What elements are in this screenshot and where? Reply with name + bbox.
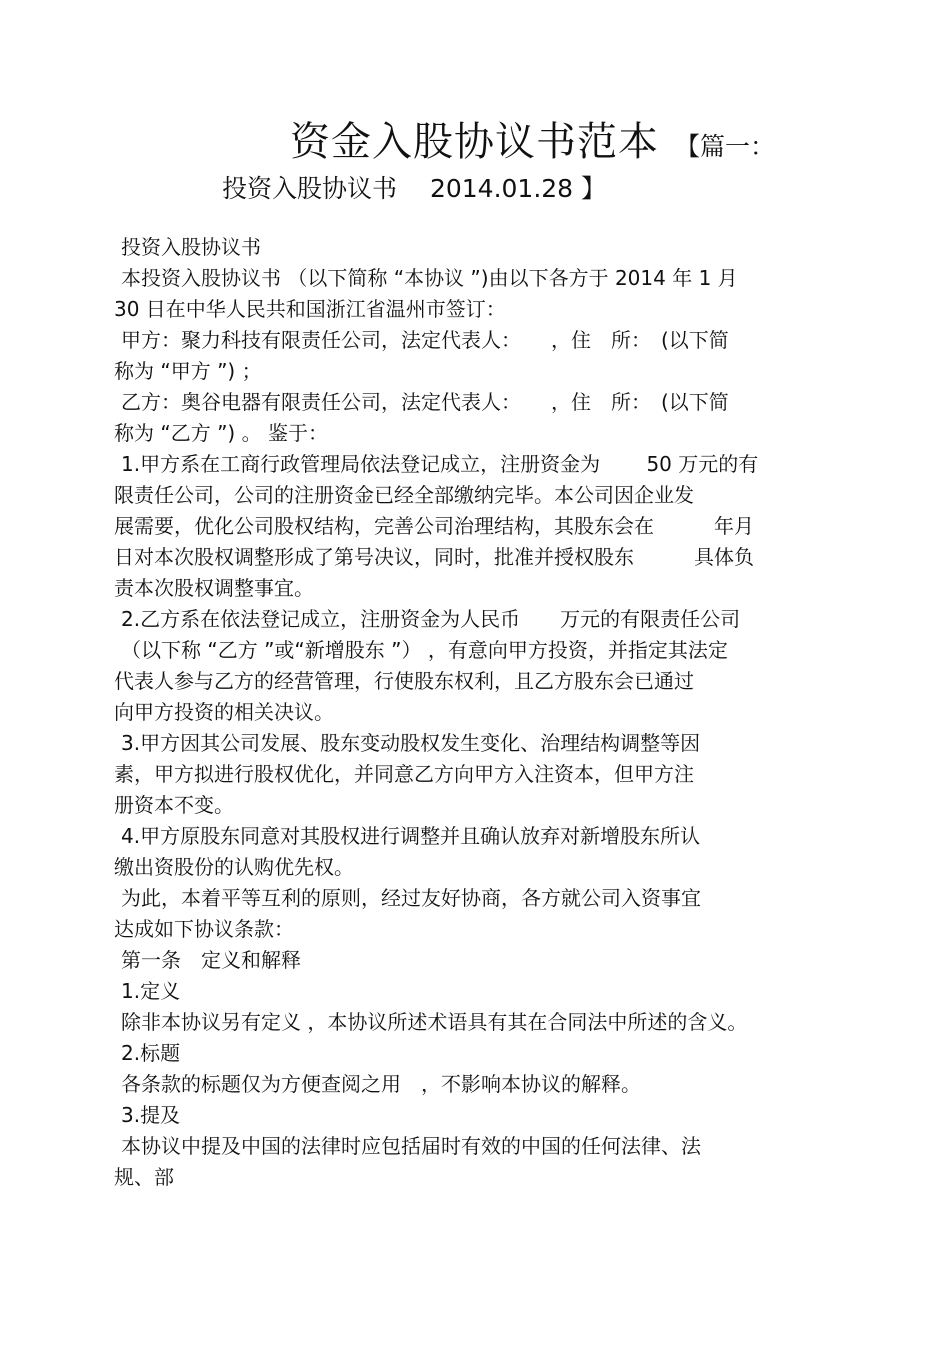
body-line: 2.乙方系在依法登记成立，注册资金为人民币 万元的有限责任公司 — [121, 607, 741, 631]
body-line: 4.甲方原股东同意对其股权进行调整并且确认放弃对新增股东所认 — [121, 824, 701, 848]
body-line: 册资本不变。 — [114, 793, 234, 817]
document-body — [114, 232, 834, 1193]
body-line: 3.提及 — [121, 1103, 181, 1127]
body-line: 展需要，优化公司股权结构，完善公司治理结构，其股东会在 年月 — [114, 514, 754, 538]
title-subtitle: 投资入股协议书 2014.01.28 】 — [222, 174, 607, 203]
body-line: 素，甲方拟进行股权优化，并同意乙方向甲方入注资本，但甲方注 — [114, 762, 694, 786]
body-line: 1.定义 — [121, 979, 181, 1003]
body-line: 向甲方投资的相关决议。 — [114, 700, 334, 724]
body-line: 第一条 定义和解释 — [121, 948, 301, 972]
body-line: 规、部 — [114, 1165, 174, 1189]
body-line: 1.甲方系在工商行政管理局依法登记成立，注册资金为 50 万元的有 — [121, 452, 759, 476]
title-bracket-part1: 【篇一： — [675, 132, 776, 161]
body-line: 乙方：奥谷电器有限责任公司，法定代表人： ，住 所： (以下简 — [121, 390, 729, 414]
body-line: 本投资入股协议书 （以下简称 “本协议 ”)由以下各方于 2014 年 1 月 — [121, 266, 738, 290]
body-line: 日对本次股权调整形成了第号决议，同时，批准并授权股东 具体负 — [114, 545, 754, 569]
body-line: 投资入股协议书 — [121, 235, 261, 259]
body-line: 称为 “甲方 ”) ； — [114, 359, 262, 383]
document-title — [290, 119, 776, 165]
body-line: 3.甲方因其公司发展、股东变动股权发生变化、治理结构调整等因 — [121, 731, 701, 755]
body-line: 本协议中提及中国的法律时应包括届时有效的中国的任何法律、法 — [121, 1134, 701, 1158]
body-line: 30 日在中华人民共和国浙江省温州市签订： — [114, 297, 506, 321]
body-line: 缴出资股份的认购优先权。 — [114, 855, 354, 879]
body-line: 称为 “乙方 ”) 。 鉴于： — [114, 421, 328, 445]
body-line: （以下称 “乙方 ”或“新增股东 ”） ，有意向甲方投资，并指定其法定 — [121, 638, 728, 662]
body-line: 代表人参与乙方的经营管理，行使股东权利，且乙方股东会已通过 — [114, 669, 694, 693]
body-line: 甲方：聚力科技有限责任公司，法定代表人： ，住 所： (以下简 — [121, 328, 729, 352]
title-main: 资金入股协议书范本 — [290, 119, 659, 165]
body-line: 除非本协议另有定义 ，本协议所述术语具有其在合同法中所述的含义。 — [121, 1010, 748, 1034]
body-line: 各条款的标题仅为方便查阅之用 ，不影响本协议的解释。 — [121, 1072, 641, 1096]
body-line: 责本次股权调整事宜。 — [114, 576, 314, 600]
body-line: 2.标题 — [121, 1041, 181, 1065]
body-line: 达成如下协议条款： — [114, 917, 294, 941]
body-line: 限责任公司，公司的注册资金已经全部缴纳完毕。本公司因企业发 — [114, 483, 694, 507]
body-line: 为此，本着平等互利的原则，经过友好协商，各方就公司入资事宜 — [121, 886, 701, 910]
